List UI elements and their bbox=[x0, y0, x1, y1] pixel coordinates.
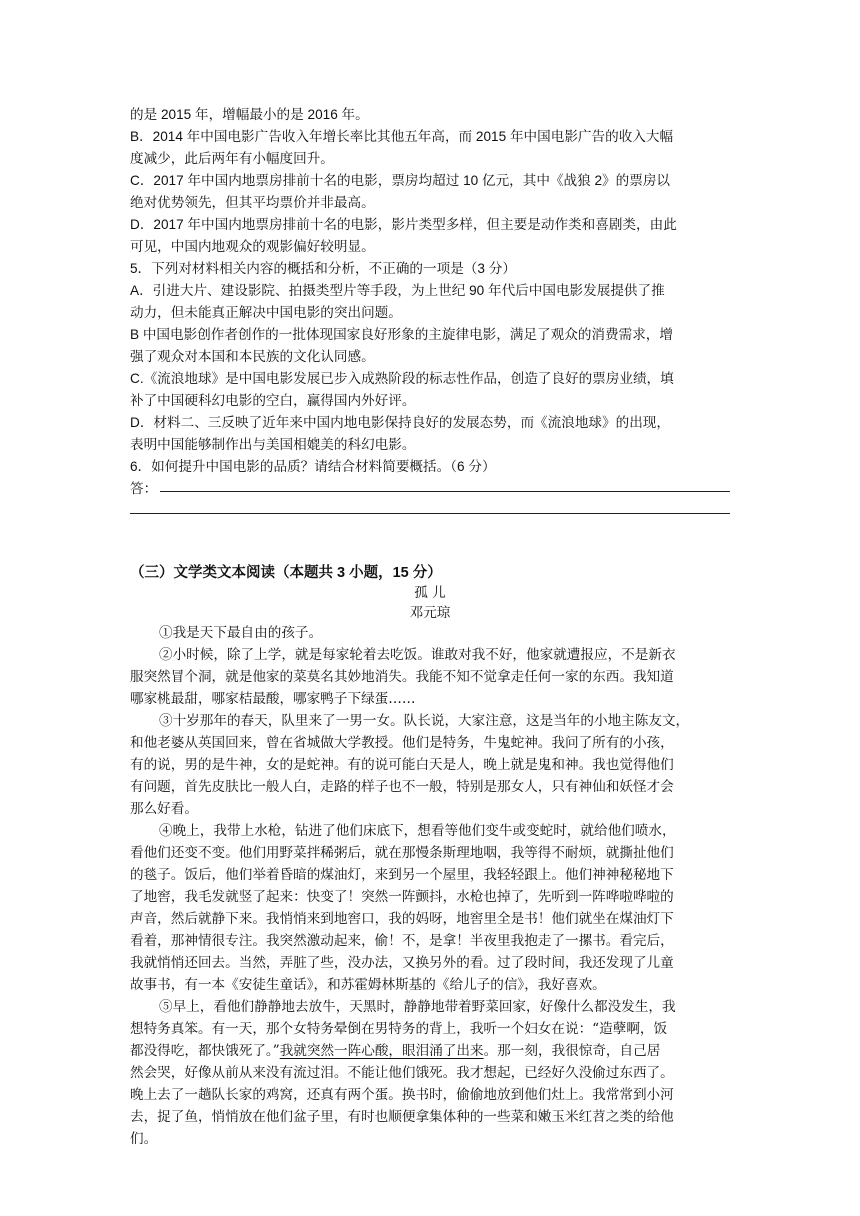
question-5: 5．下列对材料相关内容的概括和分析，不正确的一项是（3 分） bbox=[130, 261, 516, 276]
passage-line: 看着，那神情很专注。我突然激动起来，偷！不，是拿！半夜里我抱走了一摞书。看完后， bbox=[130, 933, 674, 949]
option-c-line-1: C．2017 年中国内地票房排前十名的电影，票房均超过 10 亿元，其中《战狼 2》的票房以 bbox=[130, 173, 671, 188]
option-a-continued: 的是 2015 年，增幅最小的是 2016 年。 bbox=[130, 107, 369, 122]
q5-option-b-line-2: 强了观众对本国和本民族的文化认同感。 bbox=[130, 349, 375, 364]
underlined-sentence: 我就突然一阵心酸，眼泪涌了出来 bbox=[279, 1043, 484, 1059]
passage-line: 故事书，有一本《安徒生童话》，和苏霍姆林斯基的《给儿子的信》，我好喜欢。 bbox=[130, 977, 606, 993]
option-d-line-1: D．2017 年中国内地票房排前十名的电影，影片类型多样，但主要是动作类和喜剧类，由此 bbox=[130, 217, 677, 232]
option-b-line-2: 度减少，此后两年有小幅度回升。 bbox=[130, 151, 334, 166]
passage-line: 想特务真笨。有一天，那个女特务晕倒在男特务的背上，我听一个妇女在说：“造孽啊，饭 bbox=[130, 1021, 668, 1037]
passage-line: 哪家桃最甜，哪家桔最酸，哪家鸭子下绿蛋…… bbox=[130, 691, 416, 707]
story-author: 邓元琼 bbox=[409, 605, 451, 621]
answer-line-1[interactable] bbox=[160, 491, 730, 492]
question-6: 6．如何提升中国电影的品质？请结合材料简要概括。（6 分） bbox=[130, 459, 496, 474]
passage-line: 服突然冒个洞，就是他家的菜莫名其妙地消失。我能不知不觉拿走任何一家的东西。我知道 bbox=[130, 669, 674, 685]
option-c-line-2: 绝对优势领先，但其平均票价并非最高。 bbox=[130, 195, 375, 210]
passage-line: 我就悄悄还回去。当然，弄脏了些，没办法，又换另外的看。过了段时间，我还发现了儿童 bbox=[130, 955, 674, 971]
q5-option-c-line-1: C.《流浪地球》是中国电影发展已步入成熟阶段的标志性作品，创造了良好的票房业绩，填 bbox=[130, 371, 674, 386]
q5-option-c-line-2: 补了中国硬科幻电影的空白，赢得国内外好评。 bbox=[130, 393, 416, 408]
answer-label: 答： bbox=[130, 481, 158, 496]
passage-line: 看他们还变不变。他们用野菜拌稀粥后，就在那慢条斯理地咽，我等得不耐烦，就撕扯他们 bbox=[130, 845, 674, 861]
passage-line: 那么好看。 bbox=[130, 801, 198, 817]
passage-line: 声音，然后就静下来。我悄悄来到地窖口，我的妈呀，地窖里全是书！他们就坐在煤油灯下 bbox=[130, 911, 674, 927]
passage-line-underlined bbox=[130, 1040, 660, 1062]
passage-line: 然会哭，好像从前从来没有流过泪。不能让他们饿死。我才想起，已经好久没偷过东西了。 bbox=[130, 1065, 674, 1081]
passage-line: 和他老婆从英国回来，曾在省城做大学教授。他们是特务，牛鬼蛇神。我问了所有的小孩， bbox=[130, 735, 674, 751]
passage-line: ②小时候，除了上学，就是每家轮着去吃饭。谁敢对我不好，他家就遭报应，不是新衣 bbox=[159, 647, 676, 663]
section-heading: （三）文学类文本阅读（本题共 3 小题，15 分） bbox=[130, 565, 442, 581]
q5-option-d-line-2: 表明中国能够制作出与美国相媲美的科幻电影。 bbox=[130, 437, 416, 452]
passage-line: ⑤早上，看他们静静地去放牛，天黑时，静静地带着野菜回家，好像什么都没发生，我 bbox=[159, 999, 676, 1015]
passage-line: 有的说，男的是牛神，女的是蛇神。有的说可能白天是人，晚上就是鬼和神。我也觉得他们 bbox=[130, 757, 674, 773]
q5-option-d-line-1: D．材料二、三反映了近年来中国内地电影保持良好的发展态势，而《流浪地球》的出现， bbox=[130, 415, 670, 430]
passage-line: ③十岁那年的春天，队里来了一男一女。队长说，大家注意，这是当年的小地主陈友文， bbox=[159, 713, 690, 729]
passage-line: 有问题，首先皮肤比一般人白，走路的样子也不一般，特别是那女人，只有神仙和妖怪才会 bbox=[130, 779, 674, 795]
q5-option-a-line-2: 动力，但未能真正解决中国电影的突出问题。 bbox=[130, 305, 402, 320]
q5-option-b-line-1: B 中国电影创作者创作的一批体现国家良好形象的主旋律电影，满足了观众的消费需求，增 bbox=[130, 327, 673, 342]
option-b-line-1: B．2014 年中国电影广告收入年增长率比其他五年高，而 2015 年中国电影广告的收入大幅 bbox=[130, 129, 674, 144]
passage-line: 们。 bbox=[130, 1131, 158, 1147]
passage-line: ①我是天下最自由的孩子。 bbox=[159, 625, 323, 641]
option-d-line-2: 可见，中国内地观众的观影偏好较明显。 bbox=[130, 239, 375, 254]
answer-line-2[interactable] bbox=[130, 513, 730, 514]
passage-line: 去，捉了鱼，悄悄放在他们盆子里，有时也顺便拿集体种的一些菜和嫩玉米红苕之类的给他 bbox=[130, 1109, 674, 1125]
passage-line: 了地窖，我毛发就竖了起来：快变了！突然一阵颤抖，水枪也掉了，先听到一阵哗啦哗啦的 bbox=[130, 889, 674, 905]
passage-line: ④晚上，我带上水枪，钻进了他们床底下，想看等他们变牛或变蛇时，就给他们喷水， bbox=[159, 823, 676, 839]
passage-line: 晚上去了一趟队长家的鸡窝，还真有两个蛋。换书时，偷偷地放到他们灶上。我常常到小河 bbox=[130, 1087, 674, 1103]
story-title: 孤 儿 bbox=[414, 585, 446, 601]
passage-text: 。那一刻，我很惊奇，自己居 bbox=[483, 1043, 661, 1059]
passage-text: 都没得吃，都快饿死了。” bbox=[130, 1043, 280, 1059]
q5-option-a-line-1: A．引进大片、建设影院、拍摄类型片等手段，为上世纪 90 年代后中国电影发展提供了推 bbox=[130, 283, 665, 298]
passage-line: 的毯子。饭后，他们举着昏暗的煤油灯，来到另一个屋里，我轻轻跟上。他们神神秘秘地下 bbox=[130, 867, 674, 883]
